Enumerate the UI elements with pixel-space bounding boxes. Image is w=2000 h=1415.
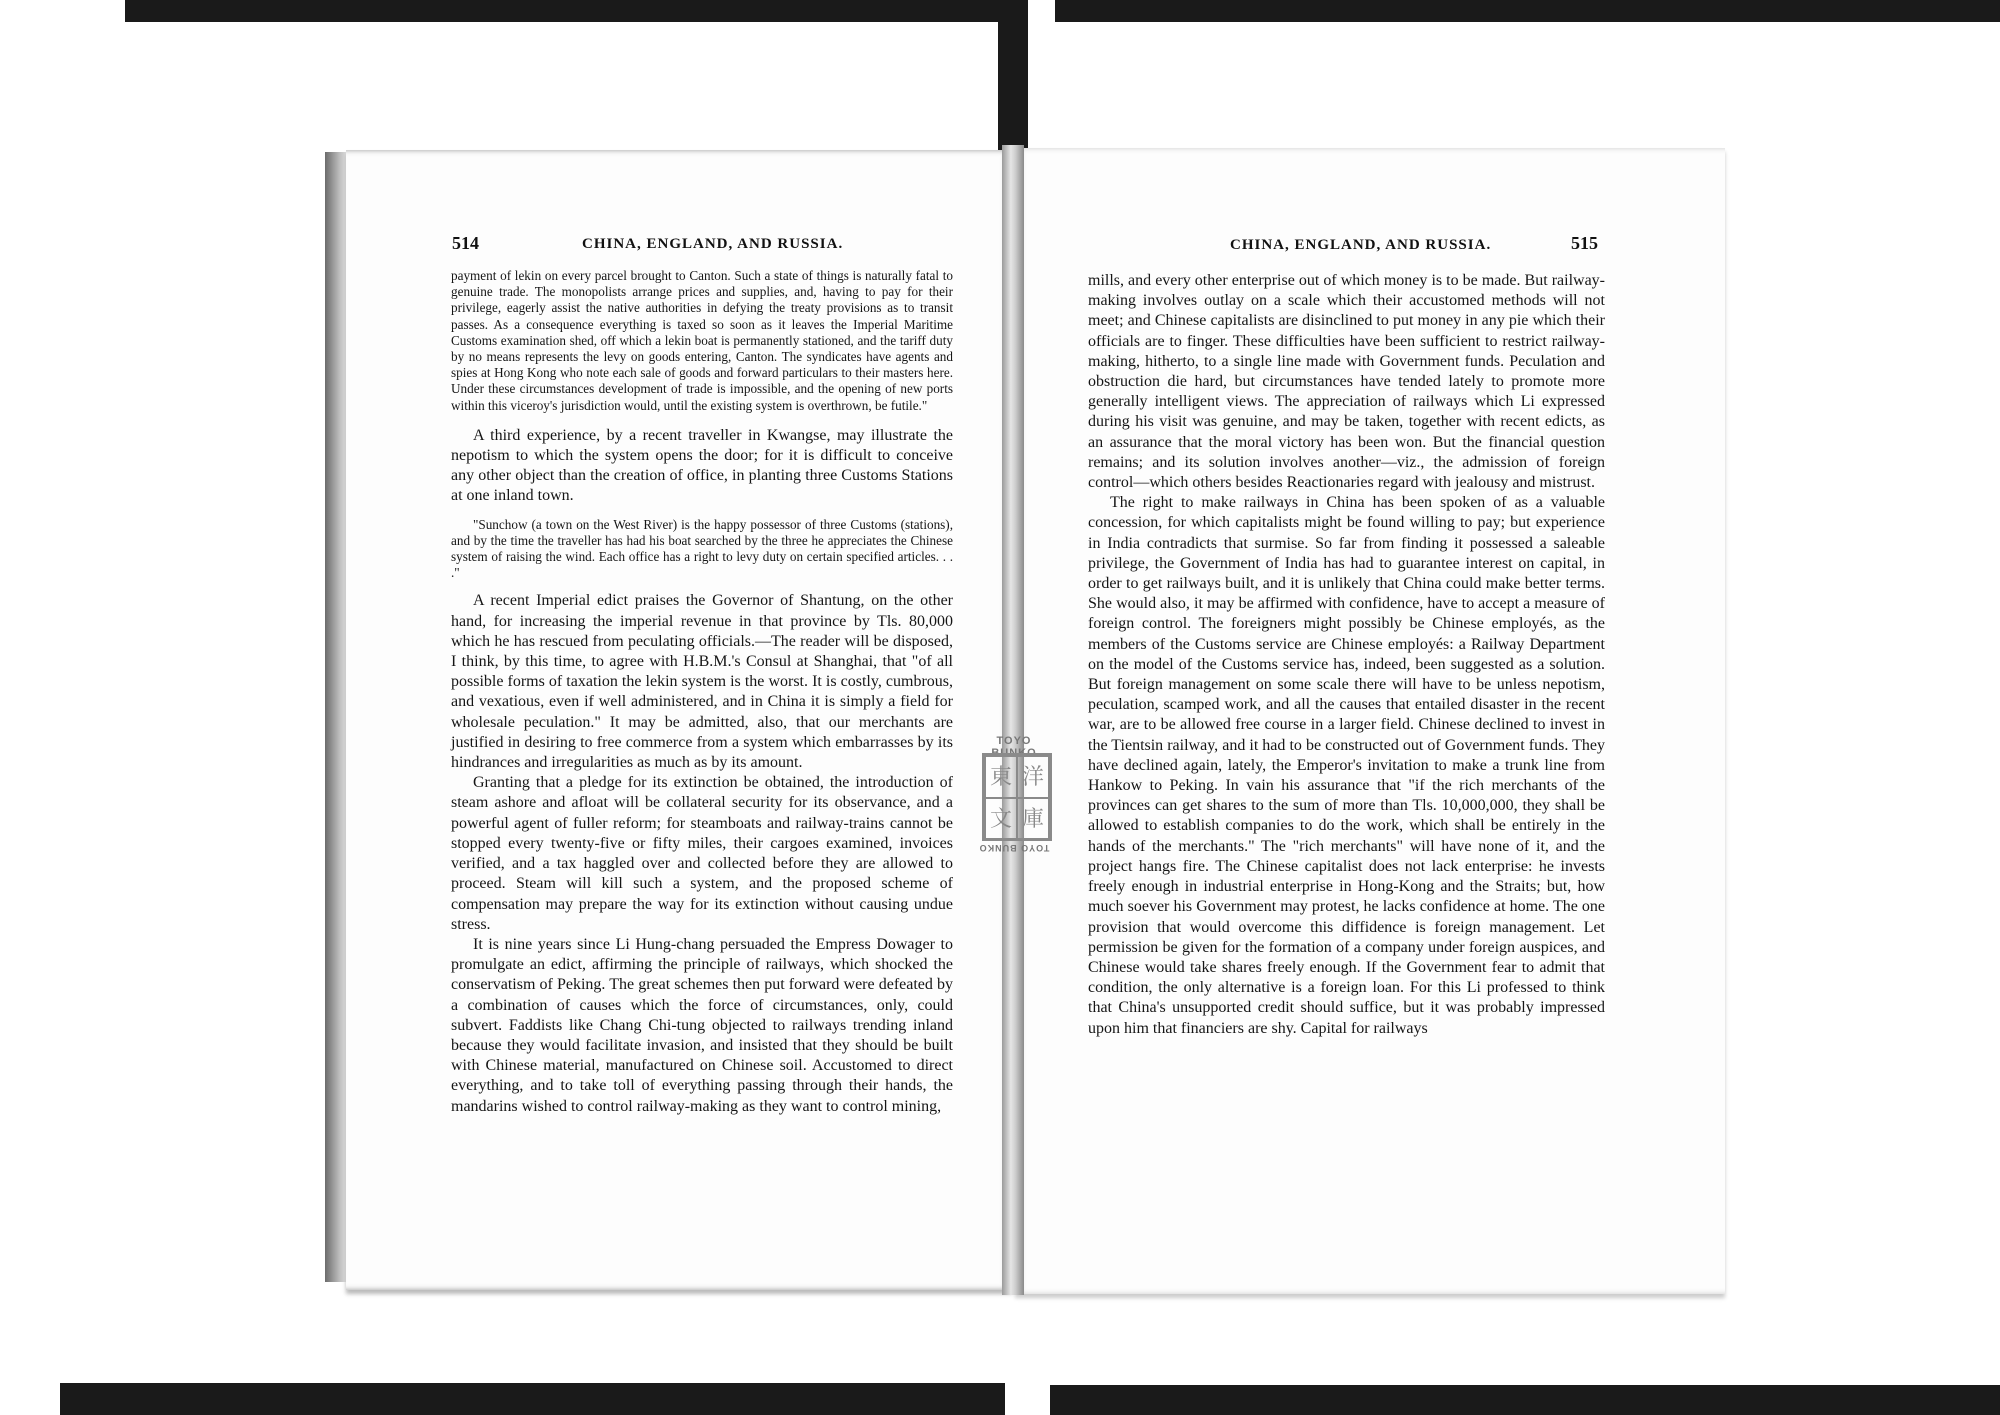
stamp-glyph: 文 xyxy=(985,798,1017,840)
left-quote-sunchow: "Sunchow (a town on the West River) is the happy possessor of three Customs (stations), and by the time the traveller has had his boat searched by the three he appreciates the Chinese system of raising the wind. Each office has a right to levy duty on certain specified articles. . . ." xyxy=(451,516,953,581)
scan-border-bottom-left xyxy=(60,1383,1005,1415)
right-text-column xyxy=(1088,271,1605,1039)
right-paragraph-right-to-make-railways: The right to make railways in China has been spoken of as a valuable concession, for which capitalists might be found willing to pay; but experience in India contradicts that surmise. So far from finding it possessed a saleable privilege, the Government of India has had to guarantee interest on capital, in order to get railways built, and it is unlikely that China could make better terms. She would also, it may be affirmed with confidence, have to accept a measure of foreign control. The foreigners might possibly be Chinese employés, as the members of the Customs service are Chinese employés: a Railway Department on the model of the Customs service has, indeed, been suggested as a solution. But foreign management on some scale there will have to be unless nepotism, peculation, scamped work, and all the causes that entailed disaster in the recent war, are to be allowed free course in a larger field. Chinese declined to invest in the Tientsin railway, and it had to be constructed out of Government funds. They have declined again, lately, the Emperor's invitation to make a trunk line from Hankow to Peking. In vain his assurance that "if the rich merchants of the provinces can get shares to the sum of more than Tls. 10,000,000, they shall be allowed to establish companies to do the work, which shall be entirely in the hands of the merchants." The "rich merchants" will have none of it, and the project hangs fire. The Chinese capitalist does not lack enterprise: he invests freely enough in industrial enterprise in Hong-Kong and the Straits; but, how much soever his Government may protest, he lacks confidence at home. The one provision that would overcome this diffidence is foreign management. Let permission be given for the formation of a company under foreign auspices, and Chinese would take shares freely enough. If the Government fear to admit that condition, the only alternative is a foreign loan. For this Li professed to think that China's unsupported credit should suffice, but it was probably impressed upon him that financiers are shy. Capital for railways xyxy=(1088,494,1605,1037)
left-text-column xyxy=(451,268,953,1117)
stamp-bottom-text: TOYO BUNKO xyxy=(978,843,1050,853)
stamp-seal-icon xyxy=(982,753,1052,841)
right-paragraph-mills: mills, and every other enterprise out of which money is to be made. But railway-making involves outlay on a scale which their accustomed methods will not meet; and Chinese capitalists are disinclined to put money in any pie which their officials are to finger. These difficulties have been sufficient to restrict railway-making, hitherto, to a single line made with Government funds. Peculation and obstruction die hard, but circumstances have tended lately to promote more generally intelligent views. The appreciation of railways which Li expressed during his visit was genuine, and may be taken, together with recent edicts, as an assurance that the moral victory has been won. But the financial question remains; and its solution involves another—viz., the admission of foreign control—which others besides Reactionaries regard with jealousy and mistrust. xyxy=(1088,272,1605,492)
left-running-head: CHINA, ENGLAND, AND RUSSIA. xyxy=(582,236,844,252)
right-running-head: CHINA, ENGLAND, AND RUSSIA. xyxy=(1230,237,1492,253)
stamp-glyph: 庫 xyxy=(1017,798,1049,840)
stamp-top-text: TOYO BUNKO xyxy=(991,735,1037,759)
library-stamp xyxy=(974,735,1054,853)
scan-border-bottom-right xyxy=(1050,1385,2000,1415)
left-paragraph-imperial-edict: A recent Imperial edict praises the Governor of Shantung, on the other hand, for increasing the imperial revenue in that province by Tls. 80,000 which he has rescued from peculating officials.—The reader will be disposed, I think, by this time, to agree with H.B.M.'s Consul at Shanghai, that "of all possible forms of taxation the lekin system is the worst. It is costly, cumbrous, and vexatious, even if well administered, and in China it is simply a field for wholesale peculation." It may be admitted, also, that our merchants are justified in desiring to free commerce from a system which embarrasses by its hindrances and irregularities as much as by its amount. xyxy=(451,592,953,772)
left-paragraph-nine-years: It is nine years since Li Hung-chang persuaded the Empress Dowager to promulgate an edict, affirming the principle of railways, which shocked the conservatism of Peking. The great schemes then put forward were defeated by a combination of causes which the force of circumstances, only, could subvert. Faddists like Chang Chi-tung objected to railways trending inland because they would facilitate invasion, and insisted that they should be built with Chinese material, manufactured on Chinese soil. Accustomed to direct everything, and to take toll of everything passing through their hands, the mandarins wished to control railway-making as they want to control mining, xyxy=(451,935,953,1115)
scan-border-center xyxy=(998,0,1028,160)
stamp-glyph: 東 xyxy=(985,756,1017,798)
stamp-glyph: 洋 xyxy=(1017,756,1049,798)
left-paragraph-third-experience: A third experience, by a recent traveller in Kwangse, may illustrate the nepotism to which the system opens the door; for it is difficult to conceive any other object than the creation of office, in planting three Customs Stations at one inland town. xyxy=(451,426,953,505)
scan-border-top-right xyxy=(1055,0,2000,22)
left-paragraph-granting: Granting that a pledge for its extinction be obtained, the introduction of steam ashore and afloat will be collateral security for its observance, and a powerful agent of fuller reform; for steamboats and railway-trains cannot be stopped every twenty-five or fifty miles, their cargoes examined, invoices verified, and a tax haggled over and collected before they are allowed to proceed. Steam will kill such a system, and the proposed scheme of compensation may prepare the way for its extinction without causing undue stress. xyxy=(451,774,953,933)
left-quote-lekin: payment of lekin on every parcel brought to Canton. Such a state of things is naturally fatal to genuine trade. The monopolists arrange prices and supplies, and, having to pay for their privilege, eagerly assist the native authorities in defying the treaty provisions as to transit passes. As a consequence everything is taxed so soon as it leaves the Imperial Maritime Customs examination shed, off which a lekin boat is permanently stationed, and the tariff duty by no means represents the levy on goods entering, Canton. The syndicates have agents and spies at Hong Kong who note each sale of goods and forward particulars to their masters here. Under these circumstances development of trade is impossible, and the opening of new ports within this viceroy's jurisdiction would, until the existing system is overthrown, be futile." xyxy=(451,268,953,413)
right-page-number: 515 xyxy=(1571,233,1598,253)
book-gutter xyxy=(1002,145,1024,1295)
scan-border-top-left xyxy=(125,0,1005,22)
left-page-number: 514 xyxy=(452,233,479,253)
